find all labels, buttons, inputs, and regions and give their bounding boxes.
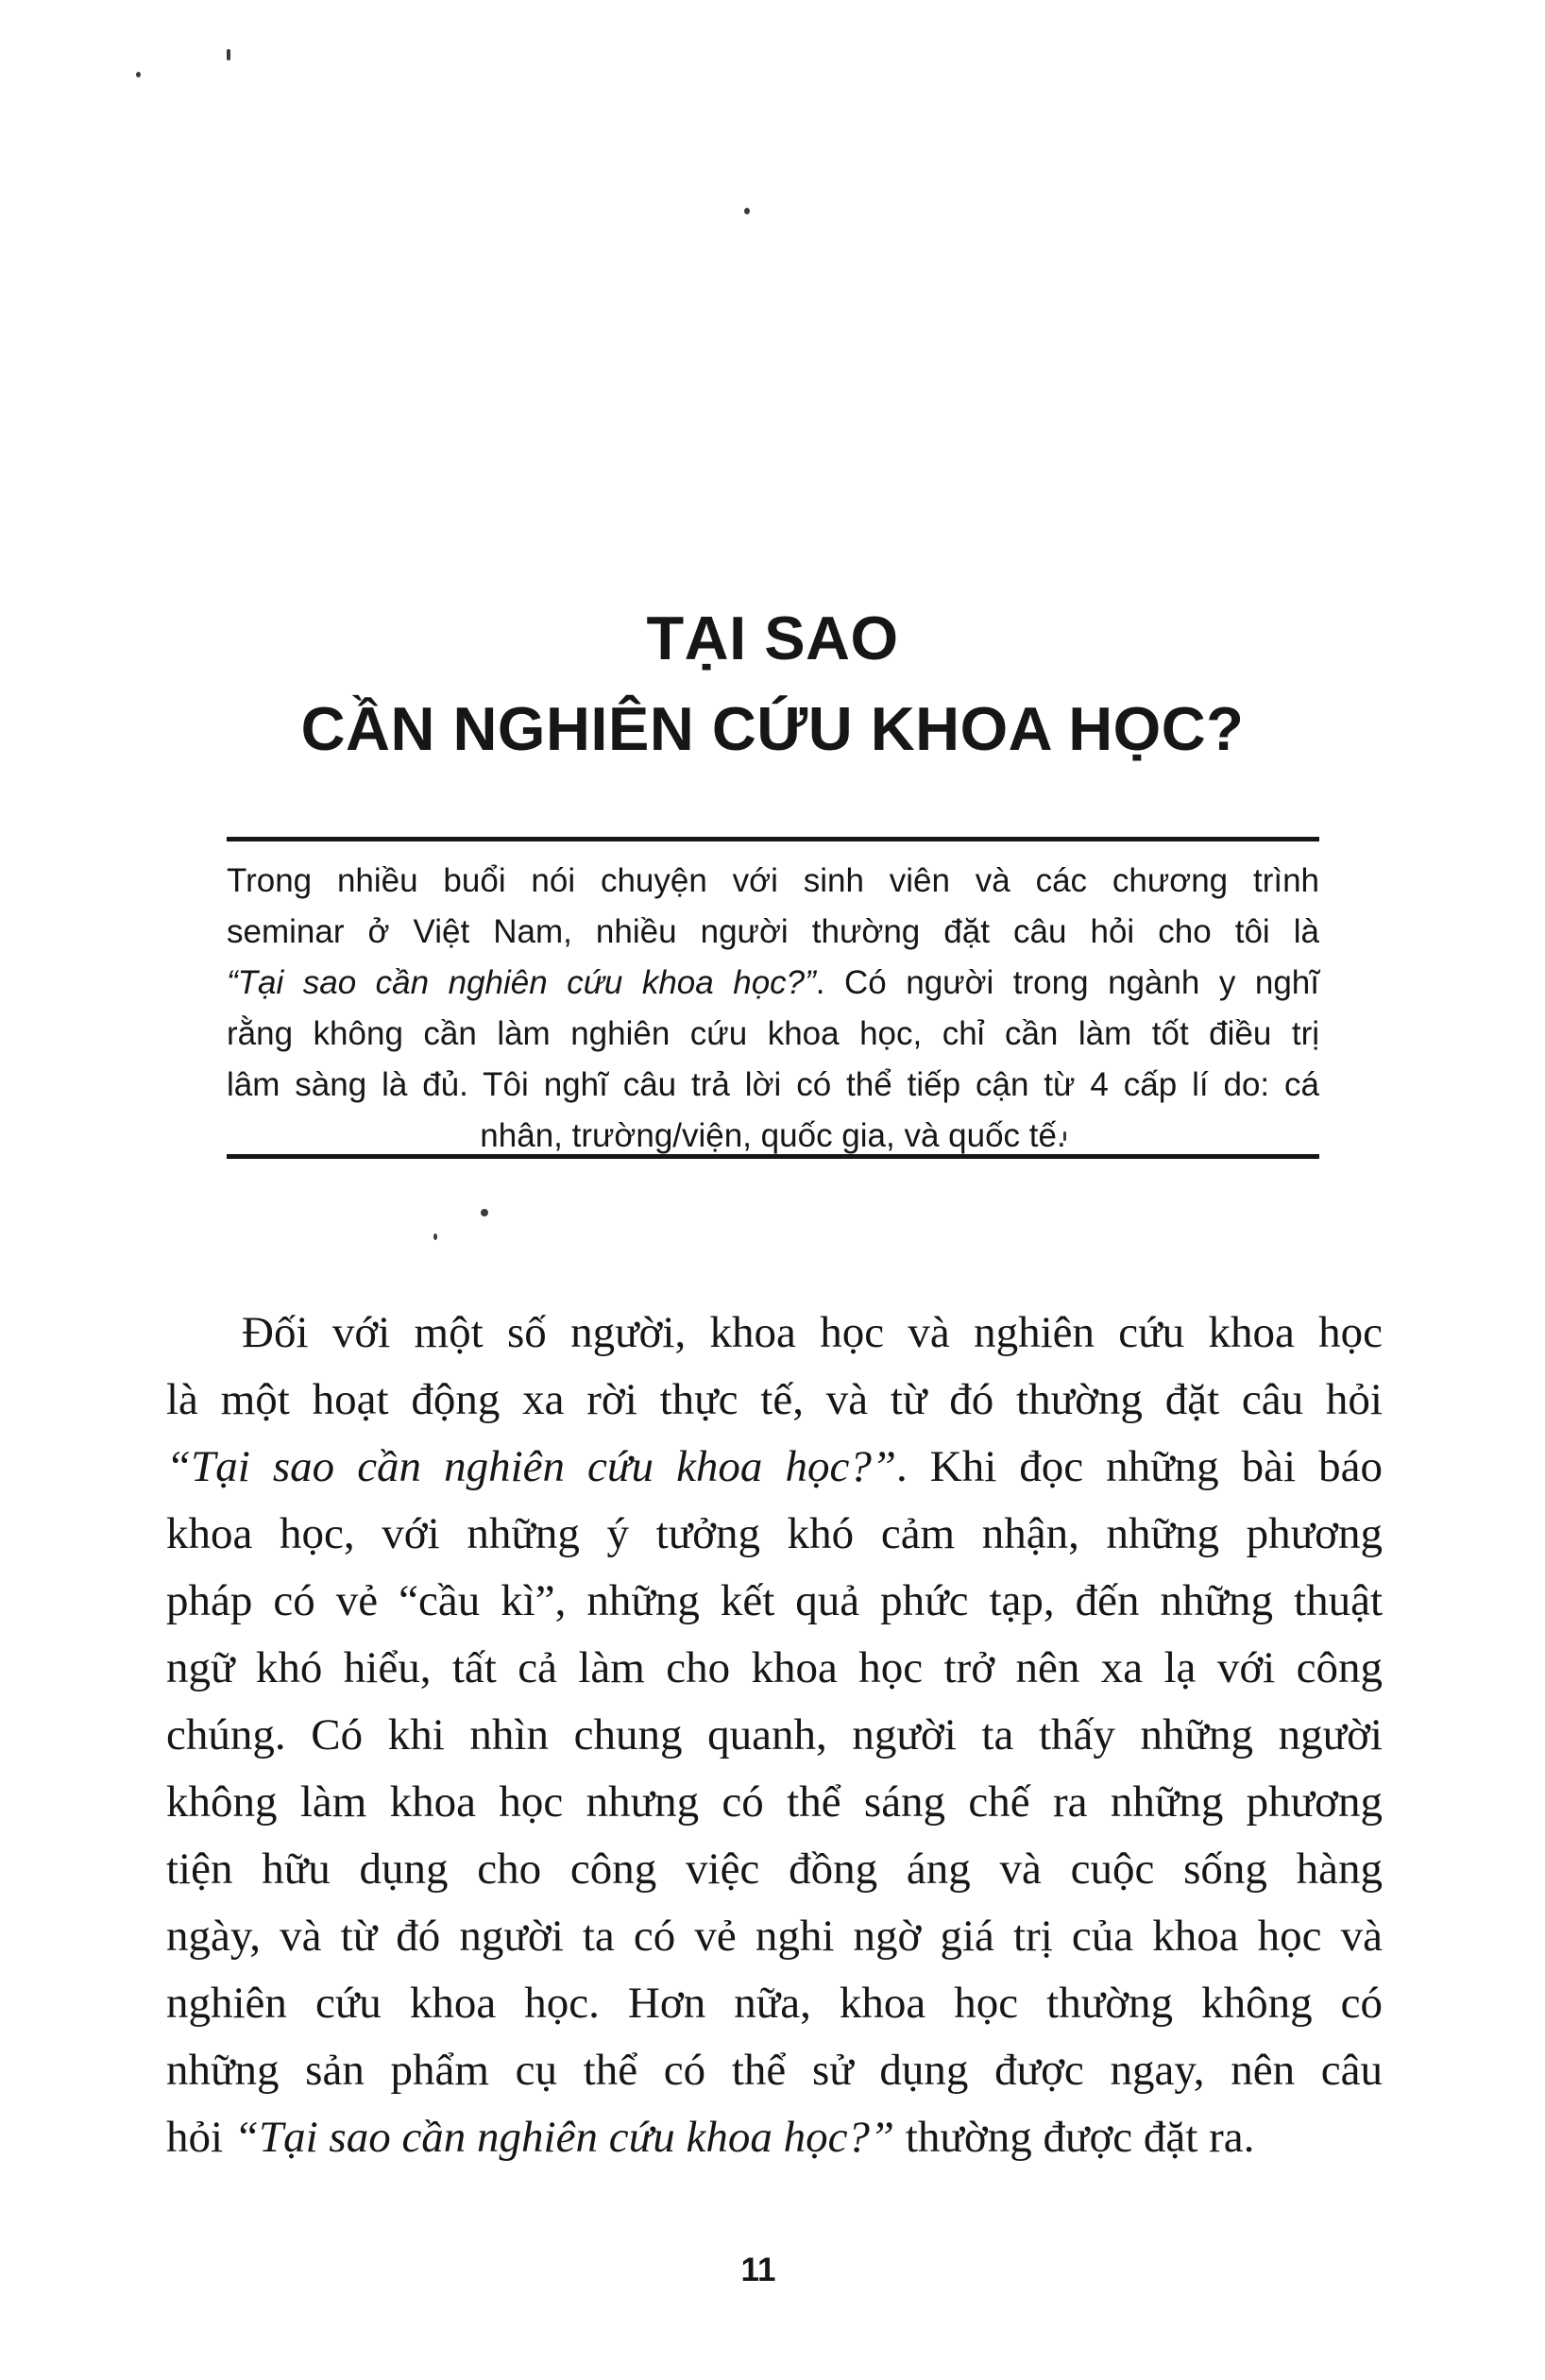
text-line [166,1970,1383,2037]
scan-speck [433,1233,437,1240]
italic-phrase: “Tại sao cần nghiên cứu khoa học?” [166,1442,896,1491]
text-segment: . Khi đọc những bài báo [895,1442,1383,1491]
text-segment: rằng không cần làm nghiên cứu khoa học, chỉ cần làm tốt điều trị [227,1015,1319,1052]
text-segment: seminar ở Việt Nam, nhiều người thường đặt câu hỏi cho tôi là [227,913,1319,950]
scan-speck [481,1209,488,1216]
text-line [166,1300,1383,1367]
text-line [166,1702,1383,1769]
chapter-title-line-1: TẠI SAO [646,604,899,672]
text-segment: nghiên cứu khoa học. Hơn nữa, khoa học thường không có [166,1979,1383,2028]
scan-speck [744,208,750,214]
text-line [166,1635,1383,1702]
text-line [166,1434,1383,1501]
text-segment: . Có người trong ngành y nghĩ [815,964,1319,1001]
italic-phrase: “Tại sao cần nghiên cứu khoa học?” [233,2113,895,2162]
text-segment: thường được đặt ra. [894,2113,1255,2162]
text-segment: ngày, và từ đó người ta có vẻ nghi ngờ giá trị của khoa học và [166,1912,1383,1961]
text-segment: Trong nhiều buổi nói chuyện với sinh viên và các chương trình [227,862,1319,899]
text-segment: lâm sàng là đủ. Tôi nghĩ câu trả lời có thể tiếp cận từ 4 cấp lí do: cá [227,1066,1319,1103]
text-line [227,1009,1319,1060]
text-segment: khoa học, với những ý tưởng khó cảm nhận, những phương [166,1509,1383,1558]
epigraph [227,856,1319,1162]
text-line [166,1568,1383,1635]
text-line [227,856,1319,907]
text-segment: ngữ khó hiểu, tất cả làm cho khoa học trở nên xa lạ với công [166,1643,1383,1692]
text-line [166,1903,1383,1970]
chapter-title-line-2: CẦN NGHIÊN CỨU KHOA HỌC? [300,694,1245,763]
text-line [166,1836,1383,1903]
text-segment: những sản phẩm cụ thể có thể sử dụng được ngay, nên câu [166,2046,1383,2095]
chapter-title [0,593,1545,774]
text-line [166,2104,1383,2171]
text-line [227,907,1319,958]
text-segment: pháp có vẻ “cầu kì”, những kết quả phức tạp, đến những thuật [166,1576,1383,1625]
text-segment: nhân, trường/viện, quốc gia, và quốc tế. [480,1117,1066,1154]
scan-speck [136,72,141,77]
epigraph-divider-bottom [227,1154,1319,1159]
text-line [227,1060,1319,1111]
text-line [166,1367,1383,1434]
epigraph-divider-top [227,837,1319,842]
text-segment: hỏi [166,2113,234,2162]
text-segment: Đối với một số người, khoa học và nghiên cứu khoa học [242,1308,1383,1357]
page-number: 11 [740,2252,776,2288]
text-segment: chúng. Có khi nhìn chung quanh, người ta thấy những người [166,1710,1383,1760]
text-line [227,958,1319,1009]
text-line [166,1501,1383,1568]
italic-phrase: “Tại sao cần nghiên cứu khoa học?” [227,964,816,1001]
text-segment: không làm khoa học nhưng có thể sáng chế ra những phương [166,1777,1383,1827]
text-segment: là một hoạt động xa rời thực tế, và từ đó thường đặt câu hỏi [166,1375,1383,1424]
text-line [166,2037,1383,2104]
text-segment: tiện hữu dụng cho công việc đồng áng và cuộc sống hàng [166,1844,1383,1894]
scan-speck [227,49,230,60]
text-line [166,1769,1383,1836]
body-paragraph [166,1300,1383,2171]
